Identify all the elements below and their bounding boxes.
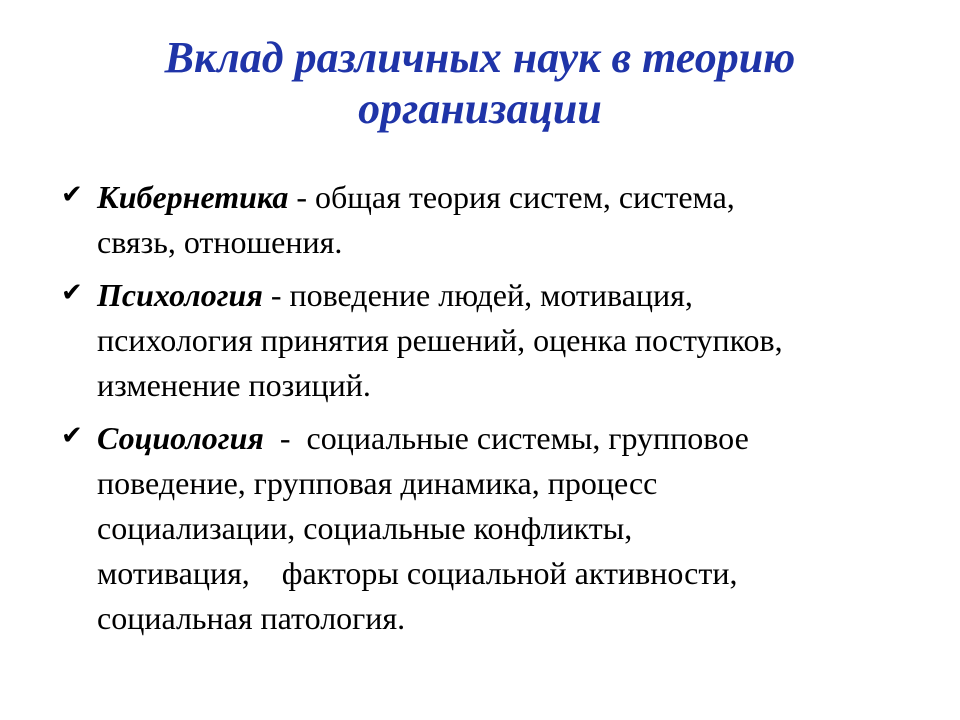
bullet-list	[97, 175, 947, 649]
bullet-line	[97, 416, 947, 461]
slide-title	[0, 32, 960, 134]
bullet-line: связь, отношения.	[97, 224, 343, 260]
bullet-item-cybernetics	[97, 175, 947, 265]
bullet-text: - социальные системы, групповое	[263, 420, 749, 456]
bullet-line: мотивация, факторы социальной активности,	[97, 555, 738, 591]
bullet-text: - поведение людей, мотивация,	[262, 277, 693, 313]
bullet-line: психология принятия решений, оценка поступков,	[97, 322, 783, 358]
bullet-line: социальная патология.	[97, 600, 406, 636]
checkmark-icon	[61, 278, 89, 308]
bullet-line	[97, 175, 947, 220]
bullet-item-sociology	[97, 416, 947, 641]
bullet-line: поведение, групповая динамика, процесс	[97, 465, 658, 501]
bullet-term: Социология	[97, 420, 264, 456]
slide-title-line: Вклад различных наук в теорию	[164, 33, 796, 82]
checkmark-icon	[61, 421, 89, 451]
bullet-term: Кибернетика	[97, 179, 289, 215]
checkmark-icon	[61, 180, 89, 210]
bullet-item-psychology	[97, 273, 947, 408]
bullet-line: изменение позиций.	[97, 367, 371, 403]
bullet-text: - общая теория систем, система,	[288, 179, 735, 215]
bullet-term: Психология	[97, 277, 263, 313]
bullet-line: социализации, социальные конфликты,	[97, 510, 633, 546]
slide-title-line: организации	[358, 84, 602, 133]
bullet-line	[97, 273, 947, 318]
